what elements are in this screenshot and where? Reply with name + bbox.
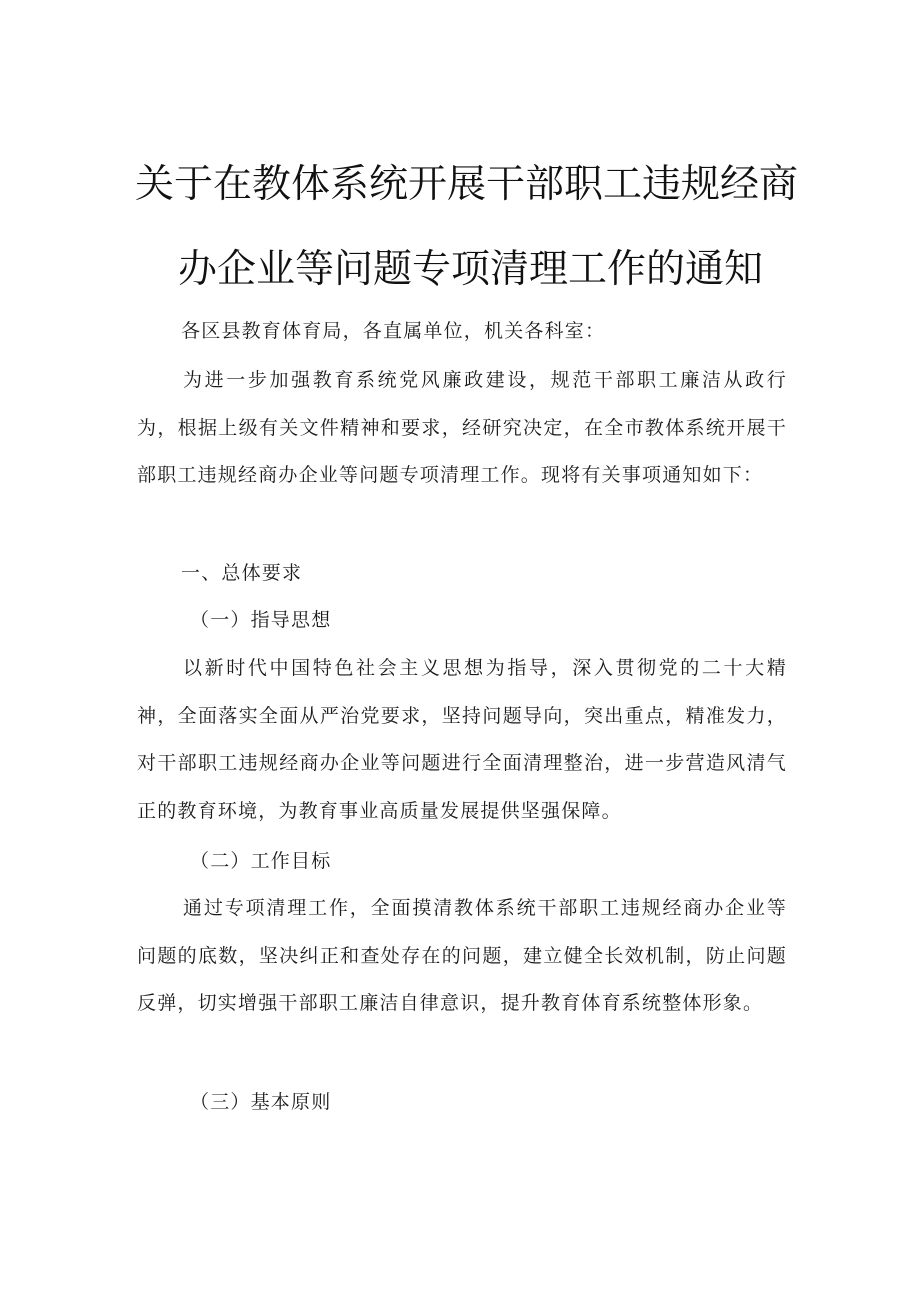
intro-paragraph: 为进一步加强教育系统党风廉政建设，规范干部职工廉洁从政行为，根据上级有关文件精神和要求，经研究决定，在全市教体系统开展干部职工违规经商办企业等问题专项清理工作。现将有关事项通知如下： — [137, 369, 787, 486]
subsection-3-heading: （三）基本原则 — [190, 1091, 332, 1113]
document-title-line-1: 关于在教体系统开展干部职工违规经商 — [135, 162, 799, 207]
subsection-2-heading: （二）工作目标 — [190, 850, 332, 872]
document-title-line-2: 办企业等问题专项清理工作的通知 — [178, 247, 764, 292]
subsection-2-paragraph: 通过专项清理工作，全面摸清教体系统干部职工违规经商办企业等问题的底数，坚决纠正和查处存在的问题，建立健全长效机制，防止问题反弹，切实增强干部职工廉洁自律意识，提升教育体育系统整体形象。 — [137, 897, 787, 1014]
section-1-heading: 一、总体要求 — [181, 562, 303, 584]
subsection-1-heading: （一）指导思想 — [190, 609, 332, 631]
salutation: 各区县教育体育局，各直属单位，机关各科室： — [181, 320, 606, 342]
subsection-1-paragraph: 以新时代中国特色社会主义思想为指导，深入贯彻党的二十大精神，全面落实全面从严治党要求，坚持问题导向，突出重点，精准发力，对干部职工违规经商办企业等问题进行全面清理整治，进一步营造风清气正的教育环境，为教育事业高质量发展提供坚强保障。 — [137, 657, 787, 822]
